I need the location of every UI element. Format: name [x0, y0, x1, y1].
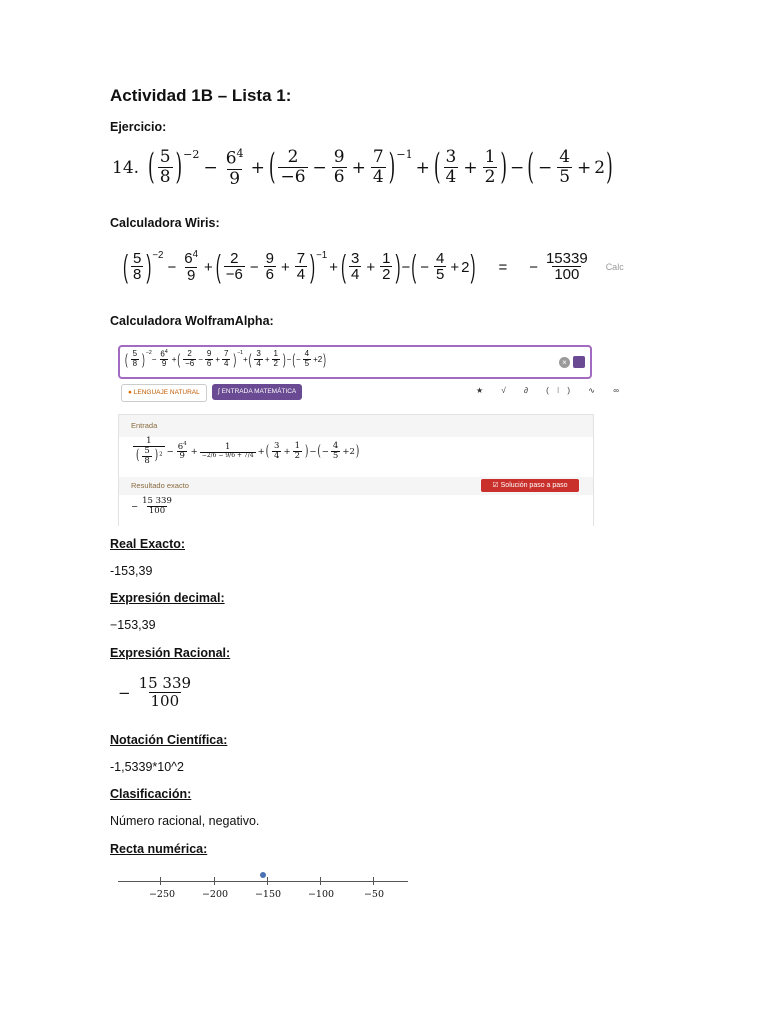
frac-num: 5	[159, 147, 171, 168]
frac-num: 4	[435, 249, 445, 267]
frac-num: 9	[206, 349, 212, 359]
frac-den: 8	[144, 455, 150, 466]
tick	[160, 877, 161, 885]
wiris-side-label: Calc	[605, 262, 624, 273]
math-input-label: ENTRADA MATEMÁTICA	[221, 388, 297, 395]
frac-den: 4	[274, 450, 280, 461]
tick-label: −150	[254, 889, 282, 900]
exp-racional-heading: Expresión Racional:	[110, 646, 231, 660]
number-line-point	[260, 872, 266, 878]
exercise-expression: 14. ( $\frac{5}{8}$ ) −2 − $\frac{6^4}{9}$ + ( $\frac{2}{-6}$ − $\frac{9}{6}$ + $\frac{7}{4}$ ) −1 + ( $\frac{3}{4}$ + $\frac{1}{2}$ ) − ( − $\frac{4}{5}$ + 2 )	[112, 147, 613, 190]
wiris-expression: ( $\frac{5}{8}$ ) −2 − $\frac{6^4}{9}$ + ( $\frac{2}{-6}$ − $\frac{9}{6}$ + $\frac{7}{4}$ ) −1 + ( $\frac{3}{4}$ + $\frac{1}{2}$ ) − ( − $\frac{4}{5}$ + 2 ) = − $\frac{15339}{100}$ Calc	[123, 249, 624, 285]
frac-num: 6	[160, 349, 165, 359]
frac-num: 1	[484, 147, 496, 168]
frac-num: 1	[146, 436, 152, 446]
frac-den: 5	[332, 450, 339, 461]
entrada-expression: 1 ( $\frac{5}{8}$ )$^2$ − $\frac{6^4}{9}$ + $\frac{1}{-2/6 - 9/6 + 7/4}$ + ( $\frac{3}{4}$ + $\frac{1}{2}$ ) − ( − $\frac{4}{5}$ + 2 )	[131, 437, 360, 466]
exponent: −1	[396, 148, 413, 161]
clear-icon[interactable]: ×	[559, 357, 570, 368]
frac-den: −6	[225, 266, 243, 284]
tick-label: −100	[307, 889, 335, 900]
wolfram-input[interactable]	[118, 345, 592, 379]
notacion-heading: Notación Científica:	[110, 733, 228, 747]
frac-den: 2	[484, 167, 496, 188]
frac-den: 9	[161, 359, 167, 369]
clasificacion-value: Número racional, negativo.	[110, 814, 260, 828]
math-input-button[interactable]	[212, 384, 302, 400]
exponent: −2	[152, 250, 164, 261]
frac-num: 6	[225, 148, 237, 169]
submit-icon[interactable]	[573, 356, 585, 368]
wolfram-result-panel	[118, 414, 594, 526]
wolfram-result-num: 15 339	[142, 496, 172, 506]
frac-den: 4	[296, 266, 306, 284]
frac-num: 6	[177, 441, 184, 452]
frac-den: 2	[294, 450, 300, 461]
frac-num: 2	[287, 147, 299, 168]
exponent: −2	[145, 350, 152, 356]
wolfram-result-den: 100	[148, 505, 166, 516]
frac-den: −6	[280, 167, 306, 188]
recta-heading: Recta numérica:	[110, 842, 208, 856]
constant: 2	[349, 446, 355, 457]
frac-num: 5	[144, 445, 150, 456]
frac-den: 6	[206, 358, 212, 368]
exp-racional-value: − $\frac{15 339}{100}$	[118, 674, 192, 710]
frac-den: 5	[435, 266, 445, 284]
frac-den: −6	[185, 358, 195, 368]
frac-num: 4	[559, 147, 571, 168]
constant: 2	[461, 258, 470, 276]
frac-num: 5	[133, 249, 142, 267]
tick	[214, 877, 215, 885]
math-toolbar[interactable]: ★ √ ∂ (⁝) ∿ ∞	[476, 386, 627, 395]
tick-label: −200	[201, 889, 229, 900]
frac-num: 1	[294, 440, 300, 451]
clasificacion-heading: Clasificación:	[110, 787, 192, 801]
natural-language-button[interactable]	[121, 384, 207, 402]
frac-den: 2	[273, 358, 278, 368]
frac-den: 6	[265, 266, 274, 284]
frac-num: 3	[445, 147, 457, 168]
exp-decimal-value: −153,39	[110, 618, 156, 632]
exponent: 4	[192, 249, 199, 260]
constant: 2	[317, 354, 323, 364]
frac-den: 8	[159, 167, 171, 188]
frac-den: 8	[132, 358, 138, 368]
ejercicio-label: Ejercicio:	[110, 120, 167, 134]
frac-num: 6	[184, 250, 193, 267]
check-icon: ☑	[492, 482, 499, 489]
frac-num: 4	[332, 440, 339, 451]
wiris-result-num: 15339	[545, 249, 588, 267]
tick	[320, 877, 321, 885]
frac-num: 7	[296, 249, 306, 267]
wolfram-input-expression: ( $\frac{5}{8}$ ) −2 − $\frac{6^4}{9}$ + ( $\frac{2}{-6}$ − $\frac{9}{6}$ + $\frac{7}{4}$ ) −1 + ( $\frac{3}{4}$ + $\frac{1}{2}$ ) − ( − $\frac{4}{5}$ + 2 )	[125, 349, 326, 369]
exercise-number: 14.	[112, 158, 140, 179]
frac-num: 9	[265, 249, 274, 267]
frac-den: 5	[559, 167, 571, 188]
tick-label: −50	[363, 889, 385, 900]
number-line-axis	[118, 881, 408, 900]
frac-den: 9	[179, 451, 185, 462]
frac-den: 4	[224, 358, 229, 368]
wolfram-logo-icon: ●	[128, 389, 132, 396]
frac-num: 7	[224, 349, 229, 359]
frac-num: 3	[351, 249, 360, 267]
exponent: −2	[183, 148, 200, 161]
frac-num: 9	[333, 147, 345, 168]
exponent: −1	[316, 250, 328, 261]
exponent: 4	[164, 349, 168, 355]
frac-den: 9	[186, 266, 196, 284]
frac-den: 4	[351, 266, 360, 284]
step-by-step-label: Solución paso a paso	[500, 482, 568, 489]
entrada-label: Entrada	[131, 421, 158, 430]
frac-num: 1	[382, 249, 391, 267]
frac-den: 4	[256, 358, 261, 368]
frac-num: 2	[187, 349, 192, 359]
exponent: −1	[237, 350, 244, 356]
tick-label: −250	[148, 889, 176, 900]
tick	[267, 877, 268, 885]
page-title: Actividad 1B – Lista 1:	[110, 86, 292, 105]
frac-den: 8	[133, 266, 142, 284]
frac-num: 1	[224, 442, 231, 453]
natural-language-label: LENGUAJE NATURAL	[133, 389, 200, 396]
frac-num: 5	[132, 349, 138, 359]
exp-decimal-heading: Expresión decimal:	[110, 591, 225, 605]
constant: 2	[594, 158, 606, 179]
frac-num: 1	[273, 349, 278, 359]
frac-den: 2	[382, 266, 391, 284]
frac-num: 2	[230, 249, 239, 267]
wolfram-label: Calculadora WolframAlpha:	[110, 314, 274, 328]
notacion-value: -1,5339*10^2	[110, 760, 184, 774]
exponent: 4	[236, 147, 244, 160]
step-by-step-button[interactable]	[481, 479, 579, 492]
wolfram-result: − $\frac{15 339}{100}$	[131, 496, 172, 516]
frac-den: 6	[333, 167, 345, 188]
racional-den: 100	[150, 691, 180, 710]
real-exacto-value: -153,39	[110, 564, 153, 578]
frac-num: 7	[372, 147, 384, 168]
tick	[373, 877, 374, 885]
frac-den: 9	[229, 168, 241, 189]
frac-den: 5	[304, 358, 310, 368]
wiris-label: Calculadora Wiris:	[110, 216, 220, 230]
frac-num: 3	[256, 349, 261, 359]
exponent: 4	[183, 440, 187, 447]
frac-den: 4	[445, 167, 457, 188]
resultado-label: Resultado exacto	[131, 481, 189, 490]
math-icon: ∫	[218, 388, 220, 395]
racional-num: 15 339	[138, 674, 192, 692]
frac-den: 4	[372, 167, 384, 188]
real-exacto-heading: Real Exacto:	[110, 537, 186, 551]
wiris-result-den: 100	[554, 266, 580, 284]
frac-num: 3	[274, 440, 280, 451]
frac-num: 4	[304, 349, 310, 359]
